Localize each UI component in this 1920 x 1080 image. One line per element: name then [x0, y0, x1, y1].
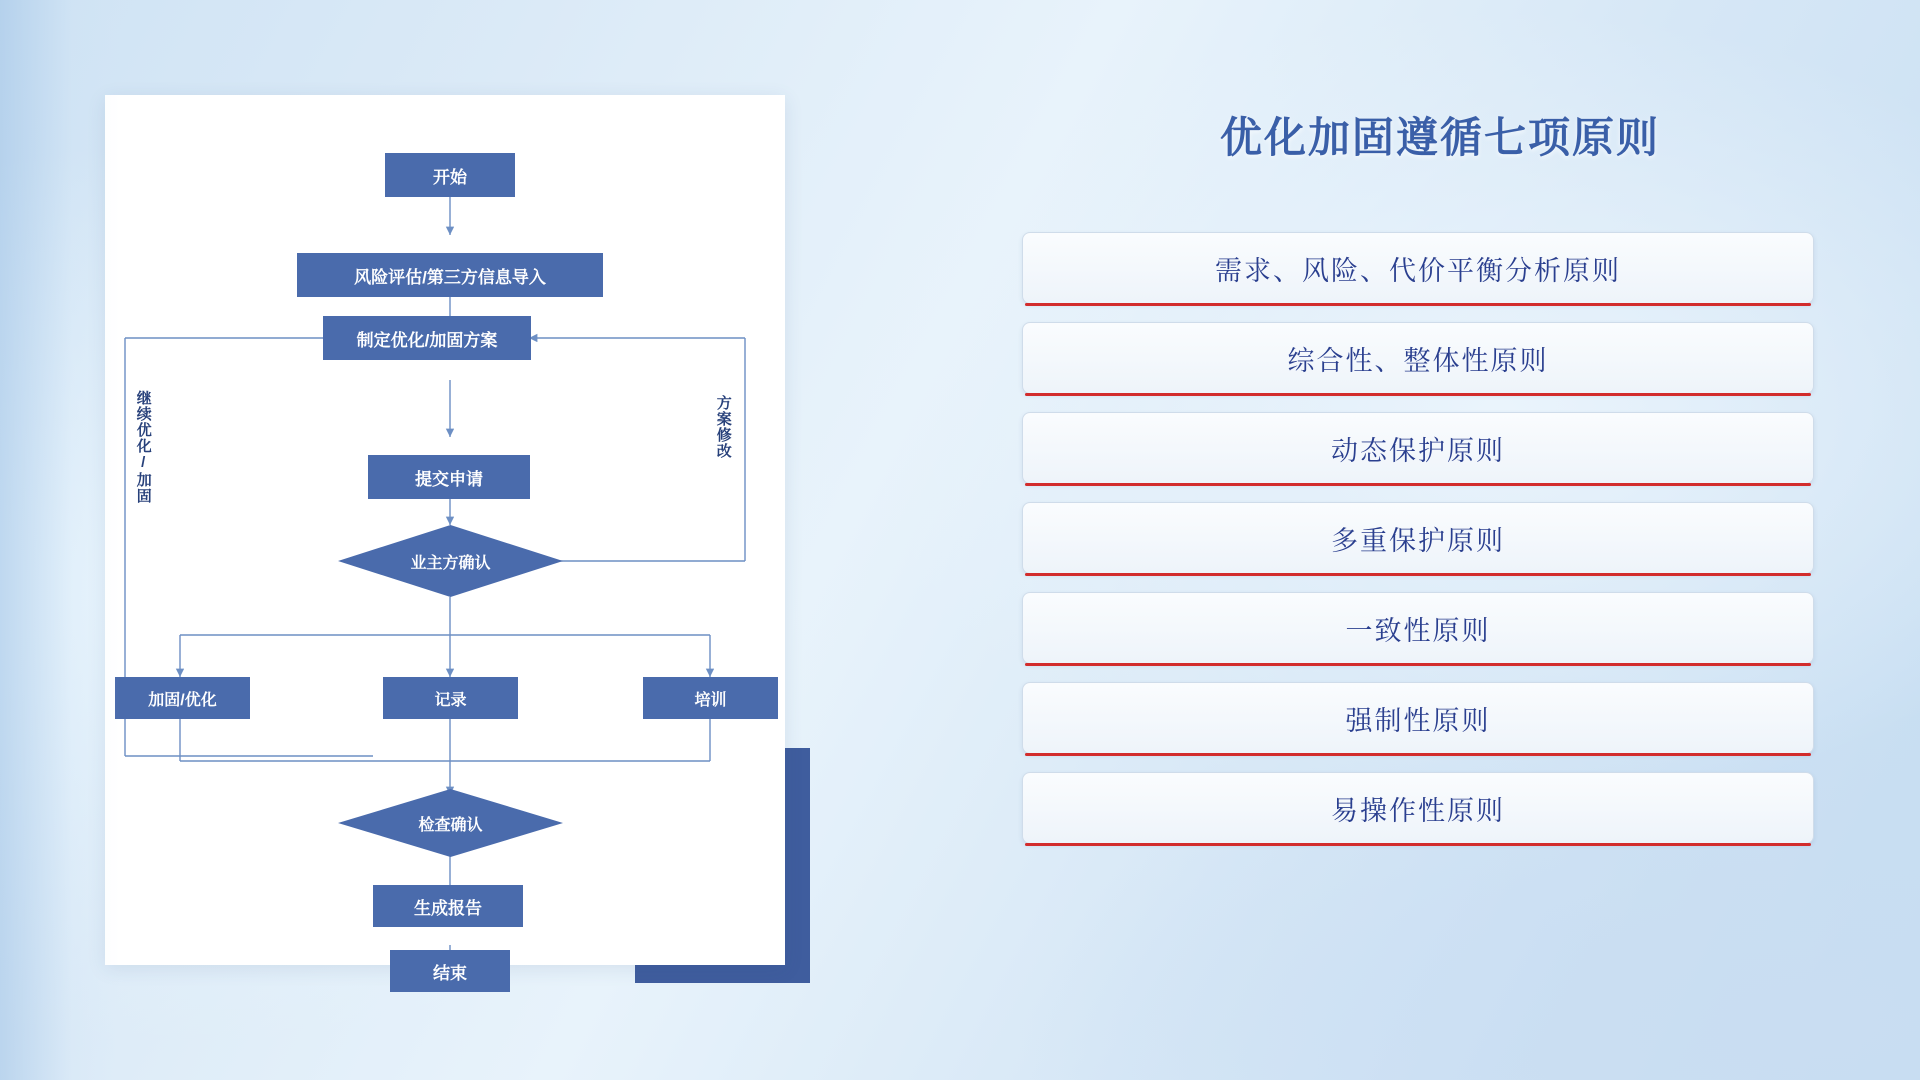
node-risk-assessment-label: 风险评估/第三方信息导入 [354, 267, 546, 287]
node-reinforce-optimize-label: 加固/优化 [148, 691, 217, 709]
edge-label-right: 方案修改 [714, 395, 732, 459]
principle-label: 动态保护原则 [1331, 435, 1505, 466]
node-check-confirm[interactable] [338, 789, 563, 857]
principle-item-1[interactable] [1022, 232, 1814, 304]
node-plan-label: 制定优化/加固方案 [356, 330, 498, 350]
principle-item-6[interactable] [1022, 682, 1814, 754]
principle-label: 综合性、整体性原则 [1287, 345, 1549, 376]
principle-label: 需求、风险、代价平衡分析原则 [1215, 255, 1621, 286]
node-submit-application-label: 提交申请 [415, 469, 483, 489]
node-start[interactable] [385, 153, 515, 197]
edge-label-left: 继续优化/加固 [134, 390, 152, 504]
node-generate-report[interactable] [373, 885, 523, 927]
node-generate-report-label: 生成报告 [414, 898, 482, 918]
flowchart-canvas [105, 95, 785, 983]
node-risk-assessment[interactable] [297, 253, 603, 297]
node-owner-confirm[interactable] [338, 525, 563, 597]
principle-label: 一致性原则 [1345, 615, 1491, 646]
principle-label: 易操作性原则 [1331, 795, 1505, 826]
page-title: 优化加固遵循七项原则 [1219, 114, 1660, 161]
node-end[interactable] [390, 950, 510, 992]
node-record[interactable] [383, 677, 518, 719]
node-start-label: 开始 [433, 167, 467, 187]
principles-list [1022, 232, 1814, 862]
principle-item-5[interactable] [1022, 592, 1814, 664]
principle-label: 强制性原则 [1345, 705, 1491, 736]
node-owner-confirm-label: 业主方确认 [410, 554, 491, 572]
principle-item-2[interactable] [1022, 322, 1814, 394]
node-plan[interactable] [323, 316, 531, 360]
node-training[interactable] [643, 677, 778, 719]
principle-item-4[interactable] [1022, 502, 1814, 574]
node-record-label: 记录 [434, 691, 467, 709]
node-reinforce-optimize[interactable] [115, 677, 250, 719]
node-end-label: 结束 [433, 963, 467, 983]
node-training-label: 培训 [694, 691, 727, 709]
principle-label: 多重保护原则 [1331, 525, 1505, 556]
principle-item-3[interactable] [1022, 412, 1814, 484]
principle-item-7[interactable] [1022, 772, 1814, 844]
flowchart-card [105, 95, 785, 983]
node-submit-application[interactable] [368, 455, 530, 499]
node-check-confirm-label: 检查确认 [418, 816, 483, 834]
